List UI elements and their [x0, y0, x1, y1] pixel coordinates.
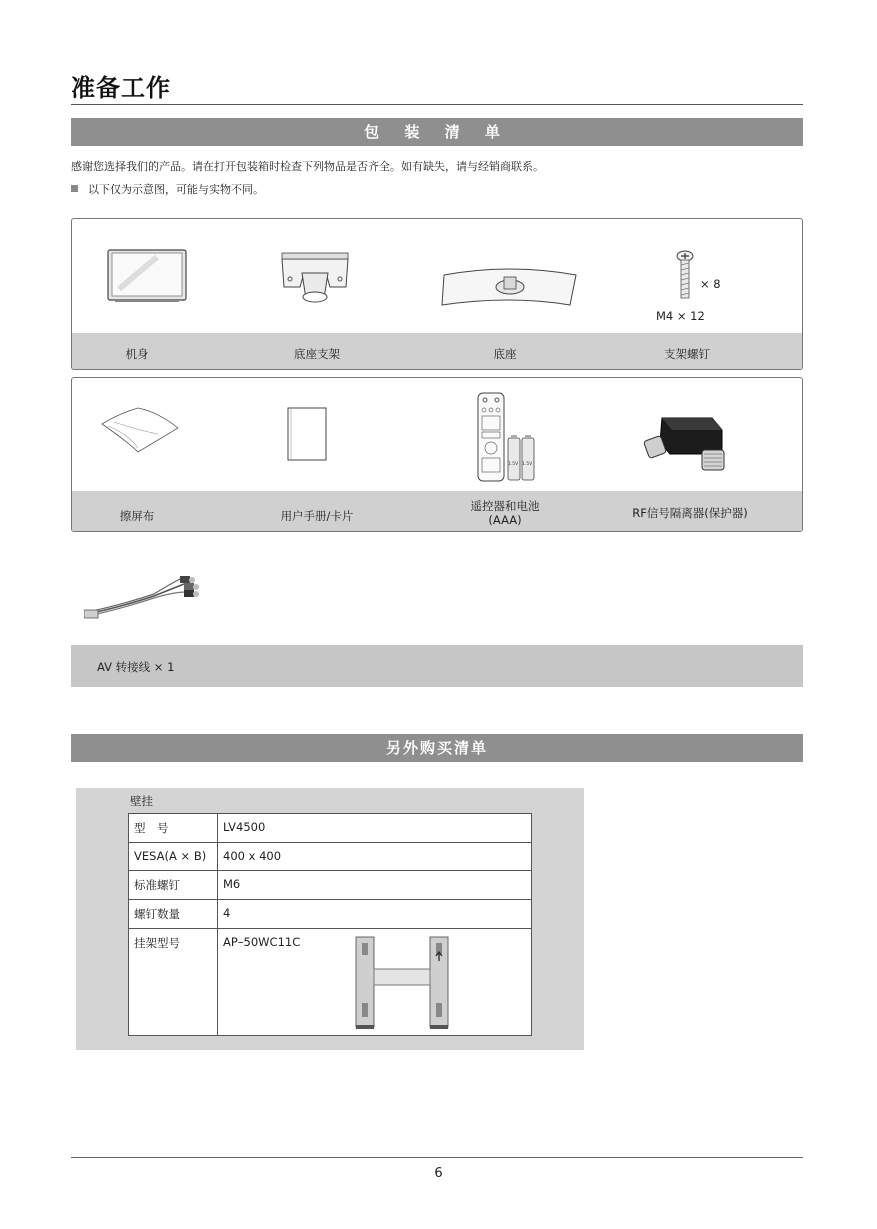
spec-value-cell	[218, 929, 532, 1036]
packing-list-header	[71, 118, 803, 146]
stand-base-icon	[440, 265, 580, 309]
screw-size: M4 × 12	[656, 309, 705, 323]
note-label: 以下仅为示意图，可能与实物不同。	[88, 183, 264, 196]
wall-mount-spec-table	[128, 813, 532, 1036]
intro-text: 感谢您选择我们的产品。请在打开包装箱时检查下列物品是否齐全。如有缺失，请与经销商联系。	[71, 160, 544, 173]
spec-value: LV4500	[218, 814, 532, 843]
table-row	[129, 814, 532, 843]
wall-bracket-icon	[350, 933, 462, 1031]
wall-mount-title: 壁挂	[130, 794, 153, 808]
package-contents-row-1	[71, 218, 803, 370]
spec-key: 型 号	[129, 814, 218, 843]
manual-icon	[286, 406, 328, 462]
square-bullet-icon	[71, 185, 78, 192]
spec-value: AP–50WC11C	[223, 935, 301, 949]
item-label-stand-base: 底座	[493, 347, 517, 361]
item-label-manual: 用户手册/卡片	[280, 509, 354, 523]
av-cable-strip	[71, 645, 803, 687]
item-label-remote	[420, 499, 590, 527]
screw-quantity: × 8	[700, 277, 721, 291]
spec-key: VESA(A × B)	[129, 843, 218, 871]
title-divider	[71, 104, 803, 105]
spec-key: 挂架型号	[129, 929, 218, 1036]
av-cable-icon	[84, 574, 200, 624]
av-cable-label: AV 转接线 × 1	[97, 660, 175, 674]
battery-2-label: 1.5V	[522, 462, 533, 467]
spec-value: 4	[218, 900, 532, 929]
battery-1-label: 1.5V	[508, 462, 519, 467]
item-label-cleaning-cloth: 擦屏布	[119, 509, 155, 523]
spec-value: 400 x 400	[218, 843, 532, 871]
cleaning-cloth-icon	[98, 404, 182, 456]
optional-purchase-header: 另外购买清单	[71, 734, 803, 762]
packing-list-title: 包 装 清 单	[364, 123, 510, 141]
spec-key: 螺钉数量	[129, 900, 218, 929]
page-title: 准备工作	[71, 74, 171, 102]
screw-icon	[675, 249, 695, 301]
rf-isolator-icon	[642, 414, 732, 476]
table-row	[129, 929, 532, 1036]
tv-icon	[107, 249, 187, 303]
spec-value: M6	[218, 871, 532, 900]
footer-divider	[71, 1157, 803, 1158]
item-label-rf-isolator: RF信号隔离器(保护器)	[632, 506, 748, 520]
note-text	[71, 181, 264, 197]
table-row	[129, 843, 532, 871]
table-row	[129, 871, 532, 900]
stand-bracket-icon	[280, 251, 350, 307]
spec-key: 标准螺钉	[129, 871, 218, 900]
item-label-screws: 支架螺钉	[664, 347, 710, 361]
page-number: 6	[434, 1166, 443, 1181]
item-label-stand-bracket: 底座支架	[294, 347, 340, 361]
remote-label-line2: (AAA)	[488, 513, 522, 527]
package-contents-row-2	[71, 377, 803, 532]
remote-control-icon	[476, 392, 538, 484]
table-row	[129, 900, 532, 929]
remote-label-line1: 遥控器和电池	[470, 499, 540, 513]
item-label-tv: 机身	[125, 347, 149, 361]
